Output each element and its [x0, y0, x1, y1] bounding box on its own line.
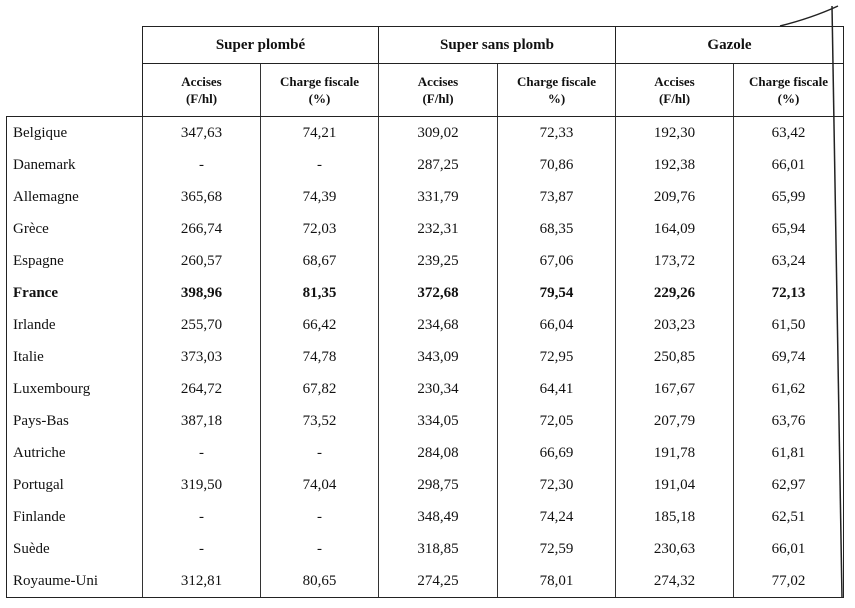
sans-plomb-accises-cell: 318,85	[379, 533, 498, 565]
super-plombe-accises-cell: 387,18	[143, 405, 261, 437]
super-plombe-accises-cell: 319,50	[143, 469, 261, 501]
sans-plomb-charge-cell: 72,05	[498, 405, 616, 437]
table-row	[7, 277, 844, 309]
gazole-charge-cell: 65,99	[734, 181, 844, 213]
fuel-tax-table-container	[6, 26, 844, 598]
super-plombe-accises-cell: 312,81	[143, 565, 261, 598]
table-row	[7, 341, 844, 373]
country-cell: Portugal	[7, 469, 143, 501]
sub-header-accises	[143, 64, 261, 117]
table-row	[7, 565, 844, 598]
super-plombe-charge-cell: -	[261, 149, 379, 181]
sans-plomb-charge-cell: 66,04	[498, 309, 616, 341]
sans-plomb-accises-cell: 287,25	[379, 149, 498, 181]
table-row	[7, 501, 844, 533]
sub-header-line2: (%)	[308, 91, 331, 106]
gazole-charge-cell: 61,62	[734, 373, 844, 405]
super-plombe-accises-cell: 365,68	[143, 181, 261, 213]
gazole-charge-cell: 63,24	[734, 245, 844, 277]
super-plombe-accises-cell: 264,72	[143, 373, 261, 405]
table-row	[7, 469, 844, 501]
sub-header-line1: Accises	[654, 74, 695, 89]
gazole-charge-cell: 65,94	[734, 213, 844, 245]
super-plombe-charge-cell: -	[261, 437, 379, 469]
gazole-accises-cell: 207,79	[616, 405, 734, 437]
gazole-accises-cell: 191,04	[616, 469, 734, 501]
table-row	[7, 309, 844, 341]
super-plombe-accises-cell: 398,96	[143, 277, 261, 309]
country-cell: Suède	[7, 533, 143, 565]
gazole-charge-cell: 77,02	[734, 565, 844, 598]
super-plombe-accises-cell: 347,63	[143, 117, 261, 150]
gazole-charge-cell: 66,01	[734, 533, 844, 565]
table-row	[7, 117, 844, 150]
sub-header-line1: Charge fiscale	[516, 74, 597, 89]
sans-plomb-charge-cell: 72,95	[498, 341, 616, 373]
sans-plomb-accises-cell: 343,09	[379, 341, 498, 373]
country-cell: Royaume-Uni	[7, 565, 143, 598]
super-plombe-charge-cell: 74,21	[261, 117, 379, 150]
sub-header-row	[7, 64, 844, 117]
sans-plomb-charge-cell: 66,69	[498, 437, 616, 469]
table-row	[7, 213, 844, 245]
gazole-accises-cell: 203,23	[616, 309, 734, 341]
gazole-charge-cell: 72,13	[734, 277, 844, 309]
sub-header-line2: (F/hl)	[185, 91, 218, 106]
super-plombe-charge-cell: 74,39	[261, 181, 379, 213]
sans-plomb-charge-cell: 78,01	[498, 565, 616, 598]
sub-header-charge-fiscale	[734, 64, 844, 117]
sans-plomb-charge-cell: 70,86	[498, 149, 616, 181]
super-plombe-charge-cell: 68,67	[261, 245, 379, 277]
country-cell: Espagne	[7, 245, 143, 277]
sub-header-line1: Charge fiscale	[279, 74, 360, 89]
sub-header-charge-fiscale	[498, 64, 616, 117]
super-plombe-accises-cell: -	[143, 437, 261, 469]
sans-plomb-charge-cell: 79,54	[498, 277, 616, 309]
sans-plomb-accises-cell: 234,68	[379, 309, 498, 341]
super-plombe-charge-cell: 72,03	[261, 213, 379, 245]
sub-header-line1: Charge fiscale	[748, 74, 829, 89]
super-plombe-accises-cell: -	[143, 533, 261, 565]
sans-plomb-charge-cell: 64,41	[498, 373, 616, 405]
gazole-charge-cell: 61,50	[734, 309, 844, 341]
country-cell: Finlande	[7, 501, 143, 533]
gazole-accises-cell: 173,72	[616, 245, 734, 277]
sub-header-line2: (F/hl)	[658, 91, 691, 106]
group-header-super-plombe: Super plombé	[143, 27, 379, 64]
country-cell: Italie	[7, 341, 143, 373]
sans-plomb-charge-cell: 74,24	[498, 501, 616, 533]
table-row	[7, 405, 844, 437]
country-cell: Autriche	[7, 437, 143, 469]
gazole-charge-cell: 63,76	[734, 405, 844, 437]
sub-header-accises	[616, 64, 734, 117]
gazole-charge-cell: 62,51	[734, 501, 844, 533]
super-plombe-charge-cell: 74,04	[261, 469, 379, 501]
gazole-accises-cell: 229,26	[616, 277, 734, 309]
table-row	[7, 437, 844, 469]
sans-plomb-charge-cell: 72,59	[498, 533, 616, 565]
sans-plomb-charge-cell: 67,06	[498, 245, 616, 277]
gazole-charge-cell: 69,74	[734, 341, 844, 373]
gazole-accises-cell: 209,76	[616, 181, 734, 213]
super-plombe-charge-cell: 66,42	[261, 309, 379, 341]
super-plombe-accises-cell: 266,74	[143, 213, 261, 245]
super-plombe-charge-cell: 81,35	[261, 277, 379, 309]
super-plombe-charge-cell: -	[261, 501, 379, 533]
sans-plomb-accises-cell: 372,68	[379, 277, 498, 309]
gazole-charge-cell: 66,01	[734, 149, 844, 181]
table-body	[7, 117, 844, 598]
table-row	[7, 373, 844, 405]
country-cell: Grèce	[7, 213, 143, 245]
country-cell: Belgique	[7, 117, 143, 150]
group-header-super-sans-plomb: Super sans plomb	[379, 27, 616, 64]
group-header-row	[7, 27, 844, 64]
super-plombe-charge-cell: 74,78	[261, 341, 379, 373]
sub-header-line2: (%)	[777, 91, 800, 106]
country-cell: Danemark	[7, 149, 143, 181]
country-cell: France	[7, 277, 143, 309]
super-plombe-accises-cell: 255,70	[143, 309, 261, 341]
gazole-accises-cell: 274,32	[616, 565, 734, 598]
sans-plomb-charge-cell: 72,33	[498, 117, 616, 150]
super-plombe-charge-cell: 80,65	[261, 565, 379, 598]
sub-header-line2: (F/hl)	[422, 91, 454, 106]
fuel-tax-table	[6, 26, 844, 598]
sans-plomb-accises-cell: 239,25	[379, 245, 498, 277]
sub-header-line2: %)	[547, 91, 566, 106]
gazole-accises-cell: 191,78	[616, 437, 734, 469]
super-plombe-charge-cell: 73,52	[261, 405, 379, 437]
gazole-charge-cell: 61,81	[734, 437, 844, 469]
gazole-accises-cell: 230,63	[616, 533, 734, 565]
sans-plomb-charge-cell: 68,35	[498, 213, 616, 245]
corner-blank	[7, 27, 143, 64]
sans-plomb-accises-cell: 331,79	[379, 181, 498, 213]
sub-header-line1: Accises	[417, 74, 459, 89]
country-cell: Luxembourg	[7, 373, 143, 405]
sub-header-accises	[379, 64, 498, 117]
country-cell: Irlande	[7, 309, 143, 341]
sans-plomb-charge-cell: 73,87	[498, 181, 616, 213]
gazole-accises-cell: 164,09	[616, 213, 734, 245]
country-cell: Allemagne	[7, 181, 143, 213]
super-plombe-charge-cell: 67,82	[261, 373, 379, 405]
super-plombe-accises-cell: -	[143, 501, 261, 533]
sans-plomb-accises-cell: 334,05	[379, 405, 498, 437]
sans-plomb-accises-cell: 274,25	[379, 565, 498, 598]
super-plombe-charge-cell: -	[261, 533, 379, 565]
sans-plomb-accises-cell: 309,02	[379, 117, 498, 150]
sans-plomb-accises-cell: 230,34	[379, 373, 498, 405]
table-row	[7, 149, 844, 181]
sans-plomb-charge-cell: 72,30	[498, 469, 616, 501]
gazole-accises-cell: 167,67	[616, 373, 734, 405]
gazole-charge-cell: 63,42	[734, 117, 844, 150]
table-row	[7, 181, 844, 213]
gazole-accises-cell: 192,38	[616, 149, 734, 181]
sans-plomb-accises-cell: 298,75	[379, 469, 498, 501]
gazole-accises-cell: 185,18	[616, 501, 734, 533]
corner-blank-sub	[7, 64, 143, 117]
super-plombe-accises-cell: 260,57	[143, 245, 261, 277]
sans-plomb-accises-cell: 232,31	[379, 213, 498, 245]
sans-plomb-accises-cell: 284,08	[379, 437, 498, 469]
gazole-accises-cell: 192,30	[616, 117, 734, 150]
sub-header-charge-fiscale	[261, 64, 379, 117]
country-cell: Pays-Bas	[7, 405, 143, 437]
table-row	[7, 245, 844, 277]
sub-header-line1: Accises	[181, 74, 222, 89]
sans-plomb-accises-cell: 348,49	[379, 501, 498, 533]
gazole-accises-cell: 250,85	[616, 341, 734, 373]
gazole-charge-cell: 62,97	[734, 469, 844, 501]
table-row	[7, 533, 844, 565]
super-plombe-accises-cell: -	[143, 149, 261, 181]
super-plombe-accises-cell: 373,03	[143, 341, 261, 373]
group-header-gazole: Gazole	[616, 27, 844, 64]
